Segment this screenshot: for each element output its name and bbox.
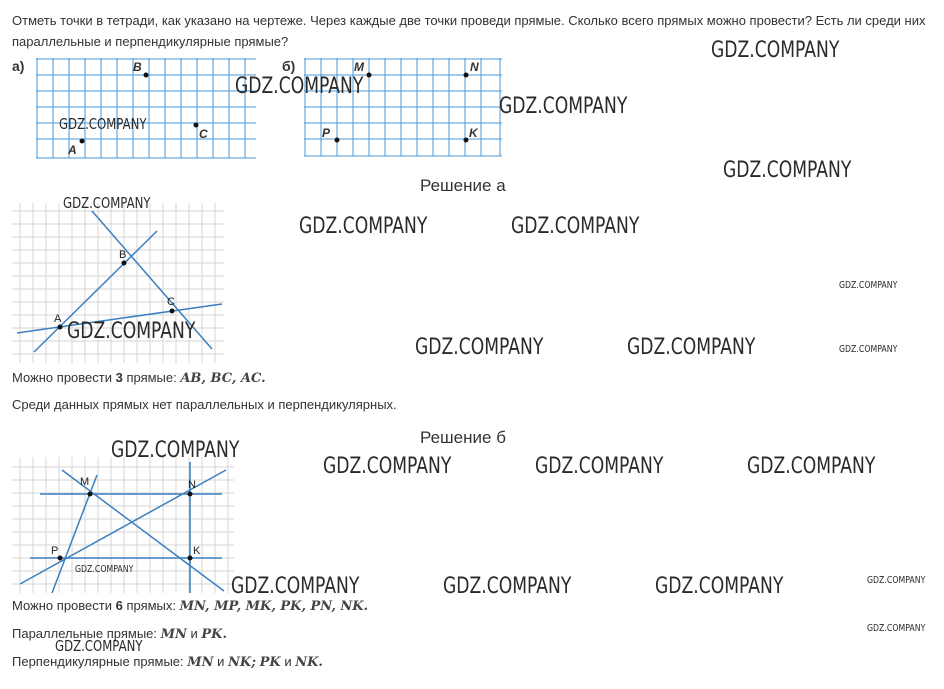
sol-b-perp-prefix: Перпендикулярные прямые: <box>12 654 188 669</box>
sol-b-count-prefix: Можно провести <box>12 598 116 613</box>
sol-b-perp-2: NK; <box>228 655 257 670</box>
figure-a-grid <box>36 58 256 160</box>
sol-a-point-a <box>58 325 63 330</box>
sol-b-perp-3: PK <box>259 655 281 670</box>
watermark: GDZ.COMPANY <box>867 575 926 586</box>
watermark: GDZ.COMPANY <box>231 574 360 599</box>
watermark: GDZ.COMPANY <box>323 454 452 479</box>
point-p-label: P <box>322 126 331 140</box>
solution-b-heading: Решение б <box>420 428 506 447</box>
point-k <box>464 138 469 143</box>
point-m <box>367 73 372 78</box>
watermark: GDZ.COMPANY <box>627 335 756 360</box>
sol-b-perp-1: MN <box>187 655 214 670</box>
sol-b-point-n <box>188 492 193 497</box>
point-c-label: C <box>199 127 208 141</box>
sol-a-point-c <box>170 309 175 314</box>
sol-b-and-2: и <box>213 654 229 669</box>
point-b-label: B <box>133 60 142 74</box>
point-n-label: N <box>470 60 479 74</box>
solution-b-perpendicular <box>12 654 323 670</box>
sol-b-point-m-label: M <box>80 476 90 488</box>
watermark: GDZ.COMPANY <box>711 38 840 63</box>
sol-b-count: 6 <box>115 598 123 613</box>
sol-b-point-p-label: P <box>51 545 59 557</box>
sol-b-point-k-label: K <box>193 545 201 557</box>
sol-b-point-n-label: N <box>188 479 196 491</box>
point-m-label: M <box>354 60 364 74</box>
point-a <box>80 139 85 144</box>
point-c <box>194 123 199 128</box>
watermark: GDZ.COMPANY <box>839 344 898 355</box>
point-a-label: A <box>68 143 77 157</box>
sol-b-point-m <box>88 492 93 497</box>
watermark: GDZ.COMPANY <box>63 194 151 212</box>
sol-a-point-b <box>122 261 127 266</box>
watermark: GDZ.COMPANY <box>655 574 784 599</box>
watermark: GDZ.COMPANY <box>867 623 926 634</box>
point-k-label: K <box>469 126 478 140</box>
sol-a-lines: AB, BC, AC. <box>180 371 266 386</box>
sol-b-count-mid: прямых: <box>122 598 180 613</box>
sol-a-point-c-label: C <box>167 296 175 308</box>
solution-a-note: Среди данных прямых нет параллельных и перпендикулярных. <box>12 397 397 412</box>
watermark: GDZ.COMPANY <box>723 158 852 183</box>
solution-a-count <box>12 370 266 386</box>
sol-a-point-a-label: A <box>54 313 62 325</box>
watermark: GDZ.COMPANY <box>59 115 147 133</box>
point-b <box>144 73 149 78</box>
sol-b-perp-4: NK. <box>295 655 323 670</box>
watermark: GDZ.COMPANY <box>235 74 364 99</box>
watermark: GDZ.COMPANY <box>443 574 572 599</box>
sol-b-and-3: и <box>280 654 296 669</box>
sol-a-point-b-label: B <box>119 249 127 261</box>
sol-b-point-k <box>188 556 193 561</box>
solution-a-heading: Решение а <box>420 176 506 195</box>
sol-a-count-mid: прямые: <box>122 370 181 385</box>
point-p <box>335 138 340 143</box>
sol-b-and-1: и <box>186 626 202 641</box>
watermark: GDZ.COMPANY <box>499 94 628 119</box>
watermark: GDZ.COMPANY <box>747 454 876 479</box>
watermark: GDZ.COMPANY <box>75 564 134 575</box>
sol-b-parallel-2: PK. <box>201 627 228 642</box>
watermark: GDZ.COMPANY <box>535 454 664 479</box>
watermark: GDZ.COMPANY <box>511 214 640 239</box>
sol-b-parallel-1: MN <box>160 627 187 642</box>
watermark: GDZ.COMPANY <box>111 438 240 463</box>
watermark: GDZ.COMPANY <box>67 319 196 344</box>
task-text: Отметь точки в тетради, как указано на чертеже. Через каждые две точки проведи прямые. Сколько всего прямых можно провести? Есть ли среди них параллельные и перпендикулярные прямые? <box>12 13 926 49</box>
sol-b-lines: MN, MP, MK, PK, PN, NK. <box>179 599 369 614</box>
watermark: GDZ.COMPANY <box>839 280 898 291</box>
watermark: GDZ.COMPANY <box>299 214 428 239</box>
sol-a-count: 3 <box>115 370 123 385</box>
point-n <box>464 73 469 78</box>
sol-a-count-prefix: Можно провести <box>12 370 116 385</box>
figure-b-label: б) <box>282 58 296 74</box>
solution-b-count <box>12 598 368 614</box>
watermark: GDZ.COMPANY <box>55 637 143 655</box>
sol-b-parallel-prefix: Параллельные прямые: <box>12 626 161 641</box>
watermark: GDZ.COMPANY <box>415 335 544 360</box>
figure-a-label: а) <box>12 58 25 74</box>
